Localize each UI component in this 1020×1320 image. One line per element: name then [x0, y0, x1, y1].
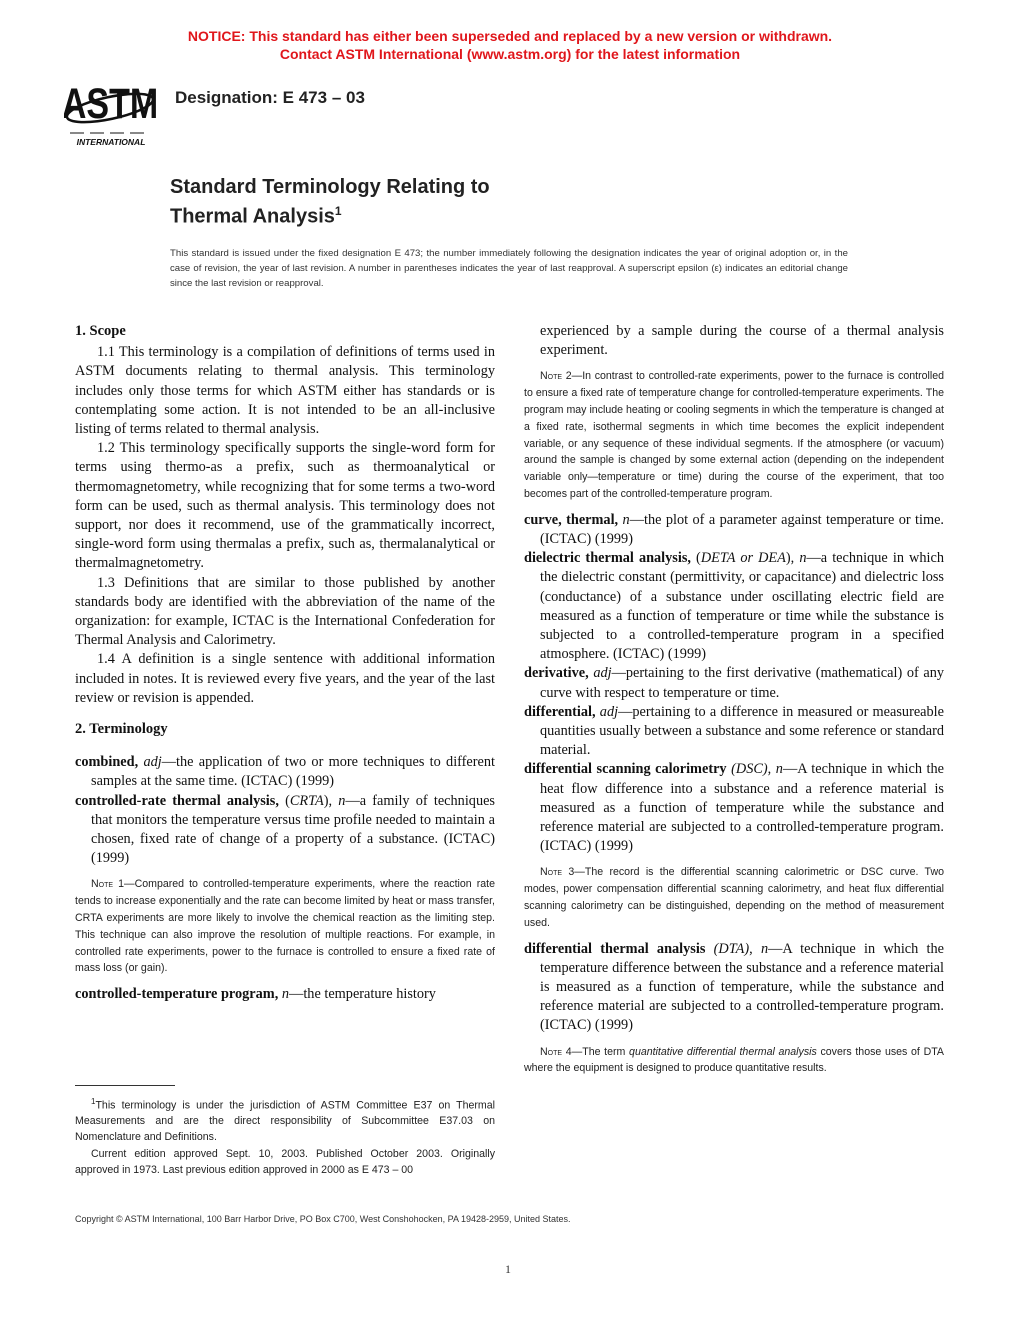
note-2: Note 2—In contrast to controlled-rate experiments, power to the furnace is controlled to ensure a fixed rate of temperature change for controlled-temperature experiments. The program may include heating or cooling segments in which the temperature is changed at a fixed rate, isothermal segments in which time becomes the explicit independent variable, or any sequence of these individual segments. If the atmosphere (or vacuum) around the sample is changed by some external action (depending on the independent variable only—temperature or time) during the course of the experiment, that too becomes part of the controlled-temperature program.	[524, 370, 944, 500]
svg-text:INTERNATIONAL: INTERNATIONAL	[76, 137, 146, 147]
footnotes	[75, 1094, 495, 1178]
term-differential: differential, adj—pertaining to a difference in measured or measureable quantities usually between a substance and some reference or standard material.	[524, 703, 944, 759]
scope-1-1: 1.1 This terminology is a compilation of definitions of terms used in ASTM documents relating to thermal analysis. This terminology includes only those terms for which ASTM either has standards or is contemplating some action. It is not intended to be an all-inclusive listing of terms related to thermal analysis.	[75, 344, 495, 438]
scope-1-3: 1.3 Definitions that are similar to those published by another standards body are identified with the abbreviation of the name of the organization: for example, ICTAC is the International Confederation for Thermal Analysis and Calorimetry.	[75, 574, 495, 649]
page-number: 1	[505, 1262, 511, 1276]
astm-logo	[64, 78, 160, 148]
note-1: Note 1—Compared to controlled-temperature experiments, where the reaction rate tends to increase exponentially and the rate can become limited by heat or mass transfer, CRTA experiments are more likely to involve the chemical reaction as the limiting step. This technique can also improve the resolution of multiple reactions. For example, in controlled rate experiments, power to the furnace is controlled to ensure a fixed rate of mass loss (or gain).	[75, 878, 495, 975]
notice-line-1: NOTICE: This standard has either been superseded and replaced by a new version or withdrawn.	[187, 28, 833, 44]
term-combined: combined, adj—the application of two or more techniques to different samples at the same time. (ICTAC) (1999)	[75, 754, 496, 790]
term-derivative: derivative, adj—pertaining to the first derivative (mathematical) of any curve with respect to temperature or time.	[524, 665, 944, 701]
copyright: Copyright © ASTM International, 100 Barr Harbor Drive, PO Box C700, West Conshohocken, PA 19428-2959, United States.	[75, 1214, 571, 1224]
svg-text:ASTM: ASTM	[64, 80, 159, 128]
right-column	[524, 322, 944, 1077]
scope-1-2: 1.2 This terminology specifically supports the single-word form for terms using thermo-as a prefix, such as thermoanalytical or thermomagnetometry, while recognizing that for some terms a two-word form can be used, such as thermal analysis. This terminology does not support, nor does it recommend, use of the grammatically incorrect, single-word form using thermalas a prefix, such as, thermalanalytical or thermalmagnetometry.	[75, 440, 495, 572]
footnote-edition: Current edition approved Sept. 10, 2003. Published October 2003. Originally approved in 1973. Last previous edition approved in 2000 as E 473 – 00	[75, 1148, 495, 1176]
note-3: Note 3—The record is the differential scanning calorimetric or DSC curve. Two modes, power compensation differential scanning calorimetry, and heat flux differential scanning calorimetry can be distinguished, depending on the method of measurement used.	[524, 866, 944, 929]
term-controlled-temperature-program: controlled-temperature program, n—the temperature history	[75, 986, 436, 1003]
designation: Designation: E 473 – 03	[175, 88, 365, 107]
astm-logo-icon	[64, 78, 160, 148]
footnote-1: $^1$This terminology is under the jurisdiction of ASTM Committee E37 on Thermal Measurements and are the direct responsibility of Subcommittee E37.03 on Nomenclature and Definitions.	[75, 1097, 495, 1143]
scope-1-4: 1.4 A definition is a single sentence with additional information included in notes. It is reviewed every five years, and the year of the last review or revision is appended.	[75, 651, 495, 706]
term-ctp-continued: experienced by a sample during the course of a thermal analysis experiment.	[540, 323, 944, 359]
term-dta: differential thermal analysis (DTA), n—A technique in which the temperature difference between the substance and a reference material is measured as a function of temperature, while the substance and reference material are subjected to a controlled-temperature program. (ICTAC) (1999)	[524, 940, 944, 1034]
left-column	[75, 322, 495, 1004]
title-line-1: Standard Terminology Relating to	[170, 176, 490, 198]
title-footnote-mark: 1	[334, 204, 342, 218]
term-crta: controlled-rate thermal analysis, (CRTA), n—a family of techniques that monitors the temperature versus time profile needed to maintain a chosen, fixed rate of change of a property of a substance. (ICTAC) (1999)	[75, 792, 495, 867]
footnote-divider	[75, 1085, 175, 1086]
title-line-2: Thermal Analysis	[170, 205, 335, 228]
scope-heading: 1. Scope	[75, 323, 126, 339]
withdrawn-notice	[0, 27, 1020, 63]
term-deta: dielectric thermal analysis, (DETA or DEA), n—a technique in which the dielectric constant (permittivity, or capacitance) and dielectric loss (conductance) of a substance under oscillating electric field are measured as a function of temperature or time while the substance is subjected to a controlled-temperature program in a specified atmosphere. (ICTAC) (1999)	[524, 550, 944, 663]
issued-statement: This standard is issued under the fixed designation E 473; the number immediately following the designation indicates the year of original adoption or, in the case of revision, the year of last revision. A number in parentheses indicates the year of last reapproval. A superscript epsilon (ε) indicates an editorial change since the last revision or reapproval.	[170, 248, 848, 289]
term-dsc: differential scanning calorimetry (DSC), n—A technique in which the heat flow difference into a substance and a reference material is measured as a function of temperature while the substance and reference material are subjected to a controlled-temperature program. (ICTAC) (1999)	[524, 761, 945, 855]
terminology-heading: 2. Terminology	[75, 721, 168, 738]
note-4: Note 4—The term quantitative differential thermal analysis covers those uses of DTA where the equipment is designed to produce quantitative results.	[524, 1045, 944, 1075]
document-title	[170, 175, 490, 229]
notice-line-2: Contact ASTM International (www.astm.org) for the latest information	[279, 46, 741, 62]
term-curve-thermal: curve, thermal, n—the plot of a parameter against temperature or time. (ICTAC) (1999)	[524, 511, 944, 547]
